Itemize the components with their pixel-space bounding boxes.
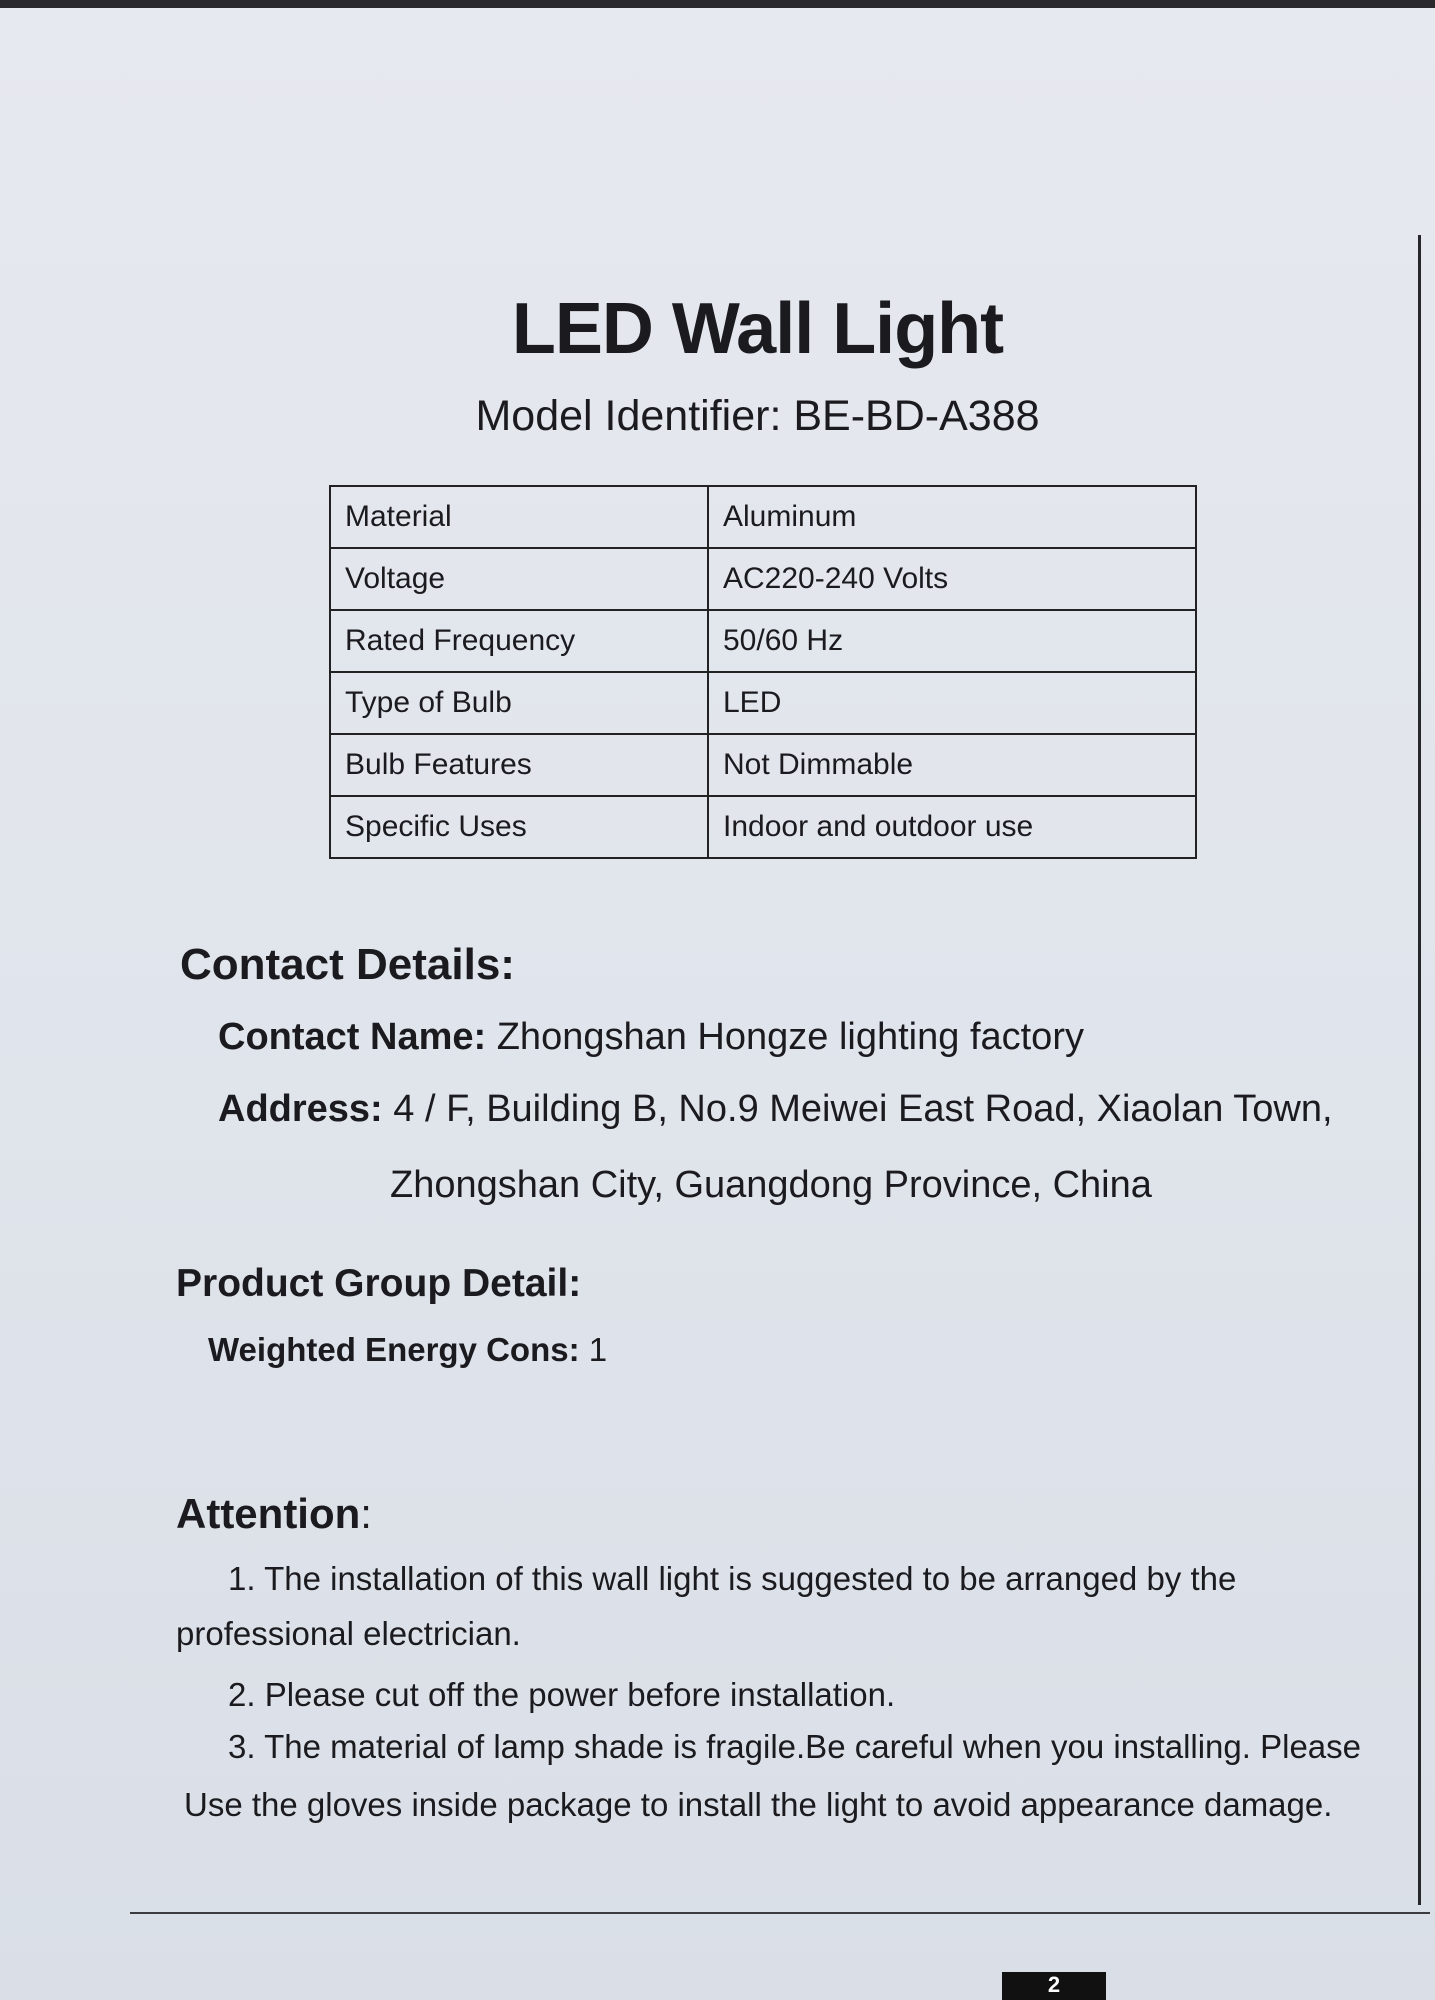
table-row — [330, 486, 1196, 548]
spec-value: Not Dimmable — [708, 734, 1196, 796]
attention-colon: : — [360, 1490, 372, 1537]
spec-value: 50/60 Hz — [708, 610, 1196, 672]
weighted-energy-value: 1 — [588, 1331, 608, 1368]
spec-label: Rated Frequency — [330, 610, 708, 672]
product-group-heading: Product Group Detail: — [176, 1262, 582, 1305]
specifications-table — [329, 485, 1197, 859]
spec-label: Bulb Features — [330, 734, 708, 796]
contact-name-value: Zhongshan Hongze lighting factory — [496, 1016, 1084, 1058]
model-identifier-label: Model Identifier: — [475, 392, 782, 440]
attention-item-2: 2. Please cut off the power before installation. — [228, 1676, 896, 1713]
spec-label: Material — [330, 486, 708, 548]
table-row — [330, 610, 1196, 672]
spec-value: Indoor and outdoor use — [708, 796, 1196, 858]
address-line-1: 4 / F, Building B, No.9 Meiwei East Road, Xiaolan Town, — [393, 1088, 1333, 1130]
contact-details-heading: Contact Details: — [180, 940, 515, 989]
spec-value: Aluminum — [708, 486, 1196, 548]
address-line-2: Zhongshan City, Guangdong Province, China — [390, 1164, 1152, 1206]
address-label: Address: — [218, 1088, 383, 1130]
table-row — [330, 548, 1196, 610]
attention-item-1-line-1: 1. The installation of this wall light is suggested to be arranged by the — [228, 1560, 1237, 1597]
spec-label: Voltage — [330, 548, 708, 610]
spec-value: LED — [708, 672, 1196, 734]
model-identifier-line — [0, 392, 1435, 441]
attention-heading — [176, 1490, 372, 1538]
attention-item-1-line-2: professional electrician. — [176, 1615, 521, 1652]
table-row — [330, 672, 1196, 734]
contact-name-line — [218, 1016, 1084, 1059]
weighted-energy-line — [208, 1331, 607, 1369]
attention-item-3-line-1: 3. The material of lamp shade is fragile.Be careful when you installing. Please — [228, 1728, 1362, 1765]
attention-heading-text: Attention — [176, 1490, 361, 1537]
page-top-edge — [0, 0, 1435, 8]
table-row — [330, 796, 1196, 858]
weighted-energy-label: Weighted Energy Cons: — [208, 1331, 580, 1368]
bottom-rule — [130, 1912, 1430, 1914]
table-row — [330, 734, 1196, 796]
spec-label: Specific Uses — [330, 796, 708, 858]
spec-value: AC220-240 Volts — [708, 548, 1196, 610]
attention-item-3-line-2: Use the gloves inside package to install the light to avoid appearance damage. — [184, 1786, 1333, 1823]
model-identifier-value: BE-BD-A388 — [793, 392, 1040, 440]
contact-name-label: Contact Name: — [218, 1016, 487, 1058]
page-number: 2 — [1002, 1972, 1106, 2000]
page-right-edge — [1418, 235, 1421, 1905]
address-line — [218, 1088, 1333, 1131]
document-title: LED Wall Light — [511, 289, 1004, 369]
spec-label: Type of Bulb — [330, 672, 708, 734]
